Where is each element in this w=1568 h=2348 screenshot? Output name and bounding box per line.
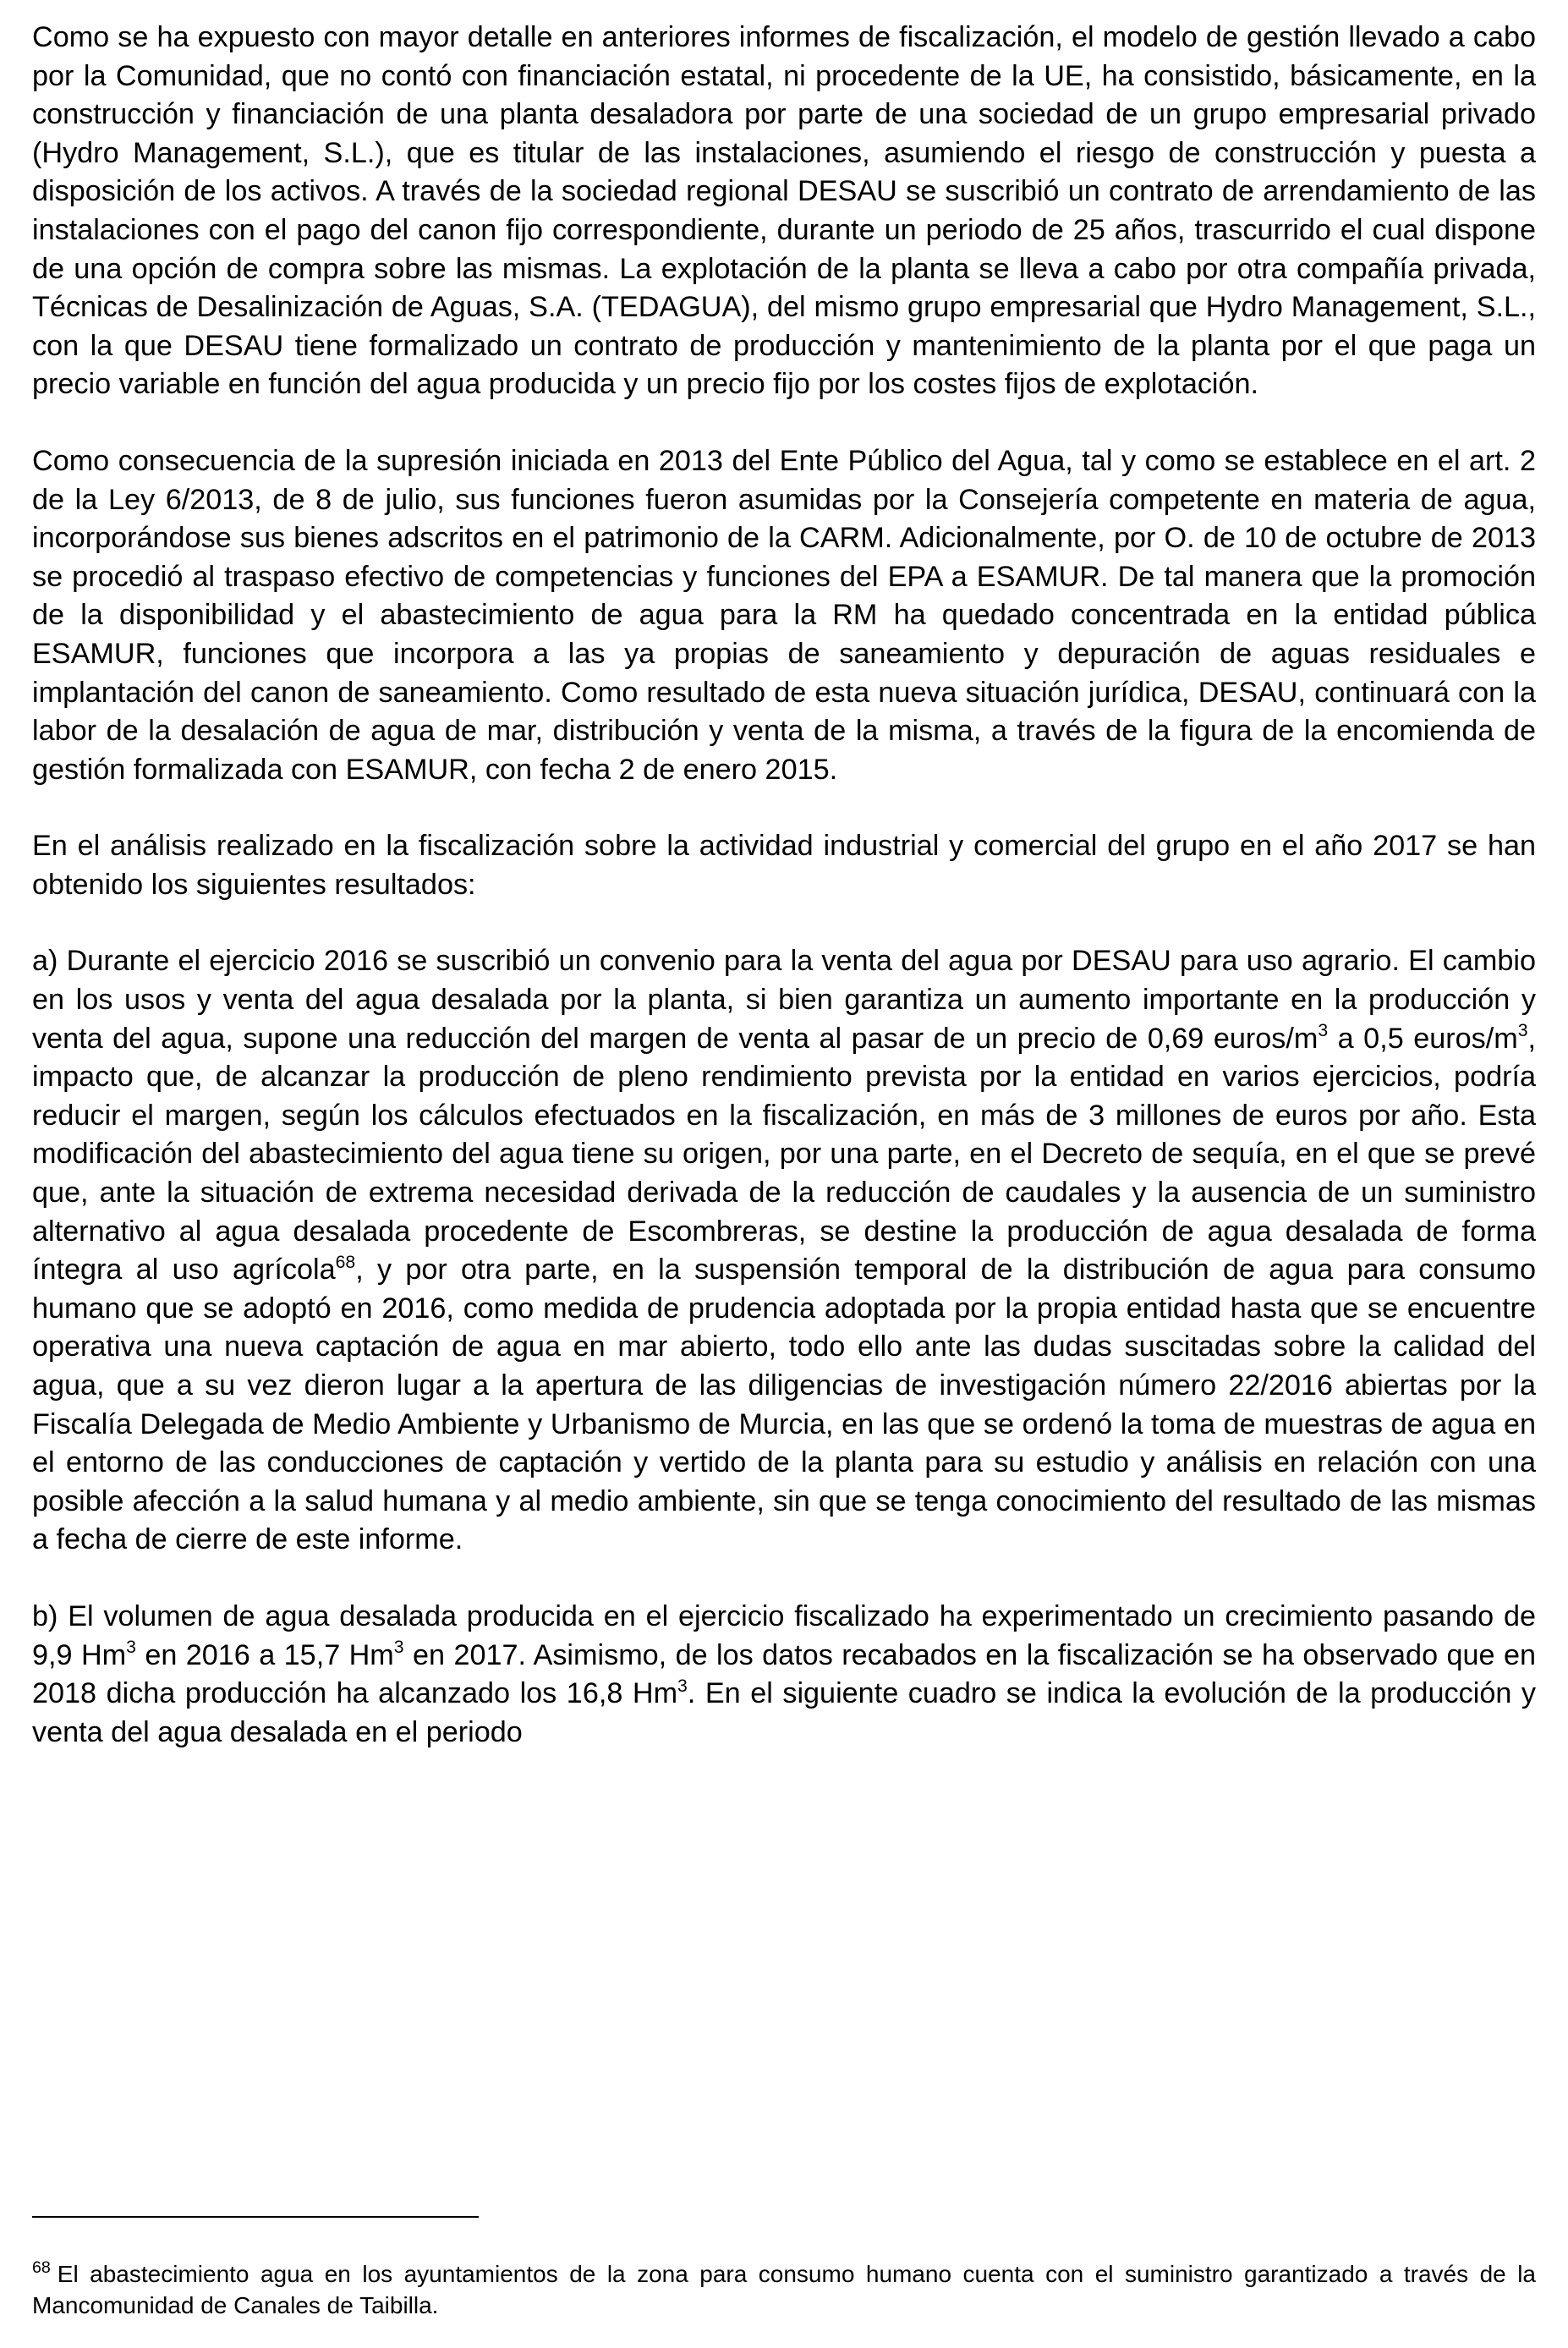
item-a-text-3: , impacto que, de alcanzar la producción de pleno rendimiento prevista por la entidad en varios ejercicios, podría reducir el margen, según los cálculos efectuados en la fiscalización, en más de 3 millones de euros por año. Esta modificación del abastecimiento del agua tiene su origen, por una parte, en el Decreto de sequía, en el que se prevé que, ante la situación de extrema necesidad derivada de la reducción de caudales y la ausencia de un suministro alternativo al agua desalada procedente de Escombreras, se destine la producción de agua desalada de forma íntegra al uso agrícola	[32, 1022, 1536, 1286]
paragraph-epa-suppression: Como consecuencia de la supresión iniciada en 2013 del Ente Público del Agua, tal y como se establece en el art. 2 de la Ley 6/2013, de 8 de julio, sus funciones fueron asumidas por la Consejería competente en materia de agua, incorporándose sus bienes adscritos en el patrimonio de la CARM. Adicionalmente, por O. de 10 de octubre de 2013 se procedió al traspaso efectivo de competencias y funciones del EPA a ESAMUR. De tal manera que la promoción de la disponibilidad y el abastecimiento de agua para la RM ha quedado concentrada en la entidad pública ESAMUR, funciones que incorpora a las ya propias de saneamiento y depuración de aguas residuales e implantación del canon de saneamiento. Como resultado de esta nueva situación jurídica, DESAU, continuará con la labor de la desalación de agua de mar, distribución y venta de la misma, a través de la figura de la encomienda de gestión formalizada con ESAMUR, con fecha 2 de enero 2015.	[32, 444, 1536, 786]
footnote-text: El abastecimiento agua en los ayuntamientos de la zona para consumo humano cuenta con el suministro garantizado a través de la Mancomunidad de Canales de Taibilla.	[32, 2261, 1536, 2318]
footnote-reference[interactable]: 68	[335, 1252, 356, 1272]
footnote-number: 68	[32, 2257, 51, 2277]
document-body	[32, 19, 1536, 1752]
superscript-cubic: 3	[393, 1638, 404, 1658]
superscript-cubic: 3	[677, 1676, 688, 1696]
item-b-text-4: . En el siguiente cuadro se indica la evolución de la producción y venta del agua desalada en el periodo	[32, 1677, 1536, 1748]
superscript-cubic: 3	[1318, 1021, 1329, 1041]
item-a-text-2: a 0,5 euros/m	[1328, 1022, 1518, 1055]
item-b-text-1: b) El volumen de agua desalada producida en el ejercicio fiscalizado ha experimentado un crecimiento pasando de 9,9 Hm	[32, 1599, 1536, 1671]
paragraph-item-a	[32, 942, 1536, 1560]
superscript-cubic: 3	[1517, 1021, 1528, 1041]
item-a-text-1: a) Durante el ejercicio 2016 se suscribió un convenio para la venta del agua por DESAU para uso agrario. El cambio en los usos y venta del agua desalada por la planta, si bien garantiza un aumento importante en la producción y venta del agua, supone una reducción del margen de venta al pasar de un precio de 0,69 euros/m	[32, 945, 1536, 1055]
footnote	[32, 2258, 1536, 2321]
paragraph-management-model: Como se ha expuesto con mayor detalle en anteriores informes de fiscalización, el modelo de gestión llevado a cabo por la Comunidad, que no contó con financiación estatal, ni procedente de la UE, ha consistido, básicamente, en la construcción y financiación de una planta desaladora por parte de una sociedad de un grupo empresarial privado (Hydro Management, S.L.), que es titular de las instalaciones, asumiendo el riesgo de construcción y puesta a disposición de los activos. A través de la sociedad regional DESAU se suscribió un contrato de arrendamiento de las instalaciones con el pago del canon fijo correspondiente, durante un periodo de 25 años, trascurrido el cual dispone de una opción de compra sobre las mismas. La explotación de la planta se lleva a cabo por otra compañía privada, Técnicas de Desalinización de Aguas, S.A. (TEDAGUA), del mismo grupo empresarial que Hydro Management, S.L., con la que DESAU tiene formalizado un contrato de producción y mantenimiento de la planta por el que paga un precio variable en función del agua producida y un precio fijo por los costes fijos de explotación.	[32, 21, 1536, 401]
footnote-separator	[32, 2216, 479, 2218]
paragraph-analysis-intro: En el análisis realizado en la fiscalización sobre la actividad industrial y comercial del grupo en el año 2017 se han obtenido los siguientes resultados:	[32, 830, 1536, 901]
item-b-text-3: en 2017. Asimismo, de los datos recabados en la fiscalización se ha observado que en 2018 dicha producción ha alcanzado los 16,8 Hm	[32, 1638, 1536, 1710]
item-a-text-4: , y por otra parte, en la suspensión temporal de la distribución de agua para consumo humano que se adoptó en 2016, como medida de prudencia adoptada por la propia entidad hasta que se encuentre operativa una nueva captación de agua en mar abierto, todo ello ante las dudas suscitadas sobre la calidad del agua, que a su vez dieron lugar a la apertura de las diligencias de investigación número 22/2016 abiertas por la Fiscalía Delegada de Medio Ambiente y Urbanismo de Murcia, en las que se ordenó la toma de muestras de agua en el entorno de las conducciones de captación y vertido de la planta para su estudio y análisis en relación con una posible afección a la salud humana y al medio ambiente, sin que se tenga conocimiento del resultado de las mismas a fecha de cierre de este informe.	[32, 1254, 1536, 1556]
item-b-text-2: en 2016 a 15,7 Hm	[135, 1638, 394, 1671]
paragraph-item-b	[32, 1598, 1536, 1752]
superscript-cubic: 3	[126, 1638, 136, 1658]
